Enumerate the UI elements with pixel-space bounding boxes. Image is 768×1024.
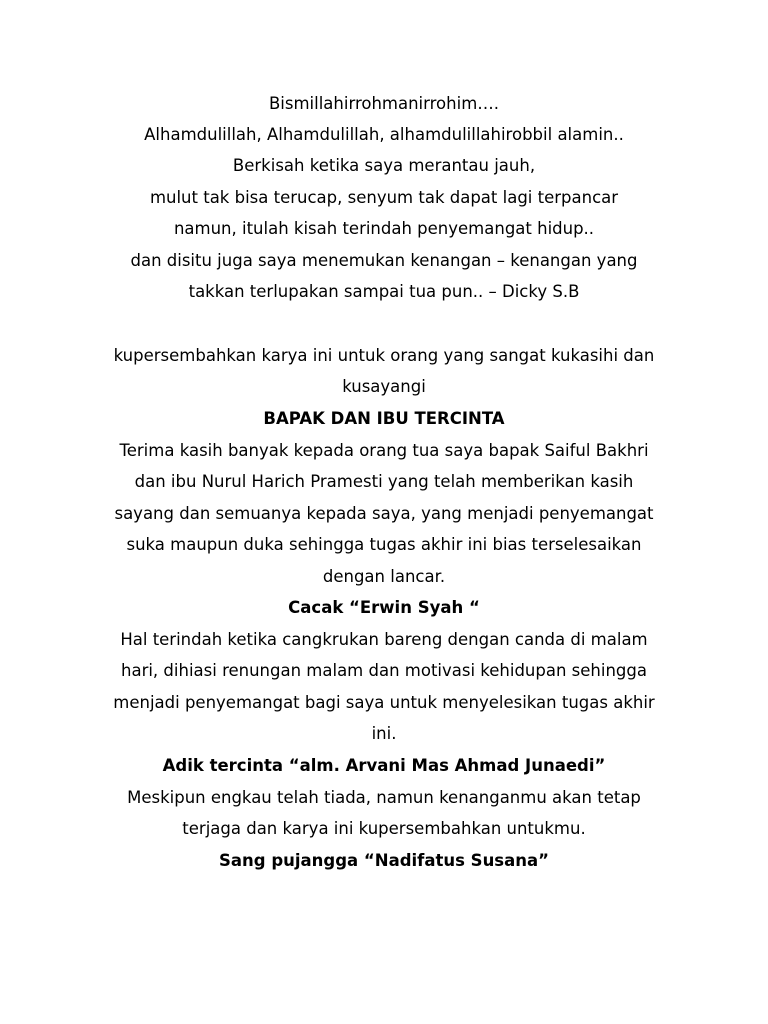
section-heading-poet: Sang pujangga “Nadifatus Susana” xyxy=(219,851,549,870)
opening-line: Bismillahirrohmanirrohim…. xyxy=(268,94,500,113)
dedication-intro-line: kupersembahkan karya ini untuk orang yang sangat kukasihi dan xyxy=(113,346,655,365)
section-text-line: terjaga dan karya ini kupersembahkan untukmu. xyxy=(182,819,586,838)
section-heading-brother: Cacak “Erwin Syah “ xyxy=(288,598,480,617)
opening-line: mulut tak bisa terucap, senyum tak dapat lagi terpancar xyxy=(149,188,619,207)
dedication-intro-line: kusayangi xyxy=(342,377,426,396)
opening-line: Berkisah ketika saya merantau jauh, xyxy=(232,156,536,175)
opening-line: Alhamdulillah, Alhamdulillah, alhamdulillahirobbil alamin.. xyxy=(144,125,624,144)
section-text-line: sayang dan semuanya kepada saya, yang menjadi penyemangat xyxy=(114,504,654,523)
section-text-line: ini. xyxy=(371,724,397,743)
section-text-line: suka maupun duka sehingga tugas akhir ini bias terselesaikan xyxy=(126,535,642,554)
section-text-line: menjadi penyemangat bagi saya untuk menyelesikan tugas akhir xyxy=(113,693,655,712)
section-text-line: Terima kasih banyak kepada orang tua saya bapak Saiful Bakhri xyxy=(119,441,649,460)
section-heading-sibling: Adik tercinta “alm. Arvani Mas Ahmad Junaedi” xyxy=(162,756,606,775)
section-text-line: Hal terindah ketika cangkrukan bareng dengan canda di malam xyxy=(120,630,648,649)
section-text-line: Meskipun engkau telah tiada, namun kenanganmu akan tetap xyxy=(127,788,641,807)
opening-line: takkan terlupakan sampai tua pun.. – Dicky S.B xyxy=(188,282,580,301)
section-text-line: dengan lancar. xyxy=(322,567,446,586)
opening-line: namun, itulah kisah terindah penyemangat hidup.. xyxy=(173,219,595,238)
opening-line: dan disitu juga saya menemukan kenangan – kenangan yang xyxy=(130,251,638,270)
section-text-line: hari, dihiasi renungan malam dan motivasi kehidupan sehingga xyxy=(121,661,647,680)
section-heading-parents: BAPAK DAN IBU TERCINTA xyxy=(263,409,505,428)
section-text-line: dan ibu Nurul Harich Pramesti yang telah memberikan kasih xyxy=(134,472,634,491)
